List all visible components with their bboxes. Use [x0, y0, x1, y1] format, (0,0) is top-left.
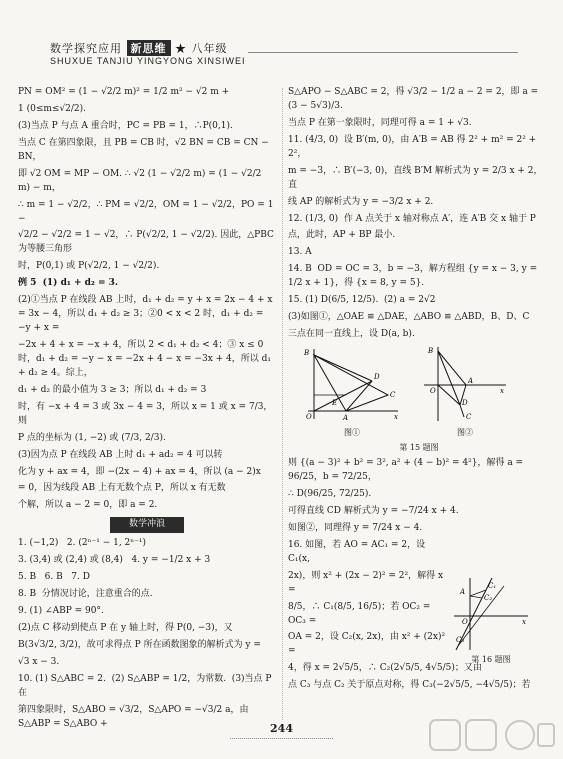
text-line: ∴ D(96/25, 72/25). — [288, 489, 372, 500]
text-line: 11. (4/3, 0) 设 B′(m, 0)，由 A′B = AB 得 2² + m² = 2² + 2²， — [288, 134, 540, 159]
answer-line: 5. B 6. B 7. D — [18, 572, 90, 583]
text-line: = 0，因为线段 AB 上有无数个点 P，所以 x 有无数 — [18, 483, 226, 494]
text-line: d₁ + d₂ 的最小值为 3 ≥ 3；所以 d₁ + d₂ = 3 — [18, 384, 207, 395]
answer-line: 1. (−1,2) 2. (2ⁿ⁻¹ − 1, 2ⁿ⁻¹) — [18, 538, 147, 549]
text-line: P 点的坐标为 (1, −2) 或 (7/3, 2/3). — [18, 432, 166, 443]
text-line: 例 5 (1) d₁ + d₂ = 3. — [18, 278, 119, 289]
svg-text:B: B — [304, 349, 310, 357]
text-line: (3)如图①，△OAE ≌ △DAE，△ABO ≌ △ABD，B、D、C — [288, 312, 530, 323]
svg-text:B: B — [428, 347, 434, 355]
text-line: 4，得 x = 2√5/5，∴ C₂(2√5/5, 4√5/5)；又由 — [288, 663, 482, 674]
header-brand: 新思维 — [127, 40, 171, 56]
answer-line: 9. (1) ∠ABP = 90°. — [18, 606, 104, 616]
answer-line: 10. (1) S△ABC = 2. (2) S△ABP = 1/2，为常数. (3)当点 P 在 — [18, 673, 275, 698]
svg-text:D: D — [462, 399, 468, 407]
svg-text:x: x — [500, 387, 504, 395]
figure-label: 图② — [457, 428, 473, 438]
figure-caption: 第 15 题图 — [399, 442, 439, 452]
header-title — [50, 40, 228, 56]
text-line: −2x + 4 + x = −x + 4，所以 2 < d₁ + d₂ < 4；③ x ≤ 0 时，d₁ + d₂ = −y − x = −2x + 4 − x = −3x + 4，所以 d₁ + d₂ ≥ 4。综上， — [18, 340, 274, 378]
geometry-diagram-2 — [420, 345, 510, 423]
text-line: OA = 2，设 C₂(x, 2x)，由 x² + (2x)² = — [288, 632, 448, 657]
svg-text:O: O — [462, 618, 468, 626]
text-line: √2/2 − √2/2 = 1 − √2，∴ P(√2/2, 1 − √2/2). 因此，△PBC 为等腰三角形 — [18, 230, 277, 255]
text-line: 13. A — [288, 247, 312, 258]
text-line: 如图②，同理得 y = 7/24 x − 4. — [288, 522, 423, 533]
svg-text:C₂: C₂ — [484, 594, 493, 602]
svg-text:C₃: C₃ — [456, 636, 465, 644]
answer-line: √3 x − 3. — [18, 656, 60, 667]
text-line: 14. B OD = OC = 3，b = −3，解方程组 {y = x − 3, y = 1/2 x + 1}，得 {x = 8, y = 5}. — [288, 264, 540, 289]
text-line: 三点在同一直线上，设 D(a, b). — [288, 329, 415, 340]
answer-line: 第四象限时，S△ABO = √3/2，S△APO = −√3/2 a，由 S△ABP = S△ABO + — [18, 704, 252, 729]
text-line: 时，有 −x + 4 = 3 或 3x − 4 = 3，所以 x = 1 或 x = 7/3，则 — [18, 401, 273, 426]
header-grade: 八年级 — [191, 42, 228, 55]
text-line: 化为 y + ax = 4，即 −(2x − 4) + ax = 4，所以 (a − 2)x — [18, 466, 261, 477]
text-line: 2x)，则 x² + (2x − 2)² = 2²，解得 x = — [288, 570, 446, 595]
svg-text:E: E — [332, 399, 338, 407]
answer-line: (2)点 C 移动到使点 P 在 y 轴上时，得 P(0, −3)，又 — [18, 622, 233, 633]
geometry-diagram-1 — [302, 345, 402, 423]
answer-line: 8. B 分情况讨论，注意重合的点. — [18, 589, 153, 600]
text-line: 可得直线 CD 解析式为 y = −7/24 x + 4. — [288, 505, 459, 516]
page-header — [0, 0, 563, 70]
svg-text:A: A — [460, 588, 466, 596]
figure-label: 图① — [344, 428, 360, 438]
figure-16 — [452, 576, 530, 665]
figure-15-1 — [302, 345, 402, 440]
text-line: PN = OM² = (1 − √2/2 m)² = 1/2 m² − √2 m + — [18, 87, 230, 97]
svg-text:O: O — [306, 413, 312, 421]
text-line: 12. (1/3, 0) 作 A 点关于 x 轴对称点 A′，连 A′B 交 x 轴于 P — [288, 213, 536, 224]
answer-line: 3. (3,4) 或 (2,4) 或 (8,4) 4. y = −1/2 x + 3 — [18, 555, 211, 566]
svg-text:A: A — [343, 414, 349, 422]
column-divider — [282, 88, 283, 720]
section-heading: 数学冲浪 — [110, 517, 184, 533]
star-icon: ★ — [175, 42, 187, 55]
text-line: 当点 P 在第一象限时，同理可得 a = 1 + √3. — [288, 117, 472, 128]
text-line: 个解，所以 a − 2 = 0，即 a = 2. — [18, 500, 158, 511]
text-line: ∴ m = 1 − √2/2，∴ PM = √2/2，OM = 1 − √2/2，PO = 1 − — [18, 199, 277, 224]
svg-text:D: D — [374, 373, 380, 381]
header-title-cn: 数学探究应用 — [50, 42, 122, 55]
figure-caption: 第 16 题图 — [471, 655, 511, 664]
header-title-en: SHUXUE TANJIU YINGYONG XINSIWEI — [50, 56, 246, 66]
text-line: m = −3，∴ B′(−3, 0)，直线 B′M 解析式为 y = 2/3 x + 2，直 — [288, 165, 543, 190]
figure-15-group — [302, 345, 550, 440]
svg-text:A: A — [468, 377, 474, 385]
text-line: 点，此时，AP + BP 最小. — [288, 230, 396, 241]
text-line: 当点 C 在第四象限，且 PB = CB 时，√2 BN = CB = CN − BN， — [18, 137, 272, 162]
text-line: S△APO − S△ABC = 2，得 √3/2 − 1/2 a − 2 = 2，即 a = (3 − 5√3)/3. — [288, 87, 542, 111]
text-line: 8/5，∴ C₁(8/5, 16/5)；若 OC₂ = OC₃ = — [288, 601, 434, 626]
left-column — [18, 86, 276, 735]
text-line: (2)①当点 P 在线段 AB 上时，d₁ + d₂ = y + x = 2x − 4 + x = 3x − 4，所以 d₁ + d₂ ≥ 3；②0 < x < 2 时，d₁ + d₂ = −y + x = — [18, 295, 276, 334]
page-number-rule — [230, 738, 333, 739]
geometry-diagram-16 — [452, 576, 530, 652]
svg-text:C: C — [466, 413, 472, 421]
text-line: 即 √2 OM = MP − OM. ∴ √2 (1 − √2/2 m) = (1 − √2/2 m) − m， — [18, 168, 265, 193]
svg-text:C: C — [390, 391, 396, 399]
svg-text:C₁: C₁ — [488, 582, 497, 590]
watermark-logo — [428, 718, 558, 756]
header-rule — [248, 52, 518, 53]
text-line: (3)当点 P 与点 A 重合时，PC = PB = 1，∴P(0,1). — [18, 120, 233, 131]
text-line: 时，P(0,1) 或 P(√2/2, 1 − √2/2). — [18, 261, 160, 272]
answer-line: B(3√3/2, 3/2)，故可求得点 P 所在函数图象的解析式为 y = — [18, 639, 261, 650]
text-line: 15. (1) D(6/5, 12/5). (2) a = 2√2 — [288, 295, 436, 306]
text-line: 则 {(a − 3)² + b² = 3², a² + (4 − b)² = 4²}，解得 a = 96/25，b = 72/25， — [288, 458, 526, 483]
text-line: 线 AP 的解析式为 y = −3/2 x + 2. — [288, 196, 434, 207]
text-line: 点 C₃ 与点 C₂ 关于原点对称，得 C₃(−2√5/5, −4√5/5)；若 — [288, 680, 531, 691]
figure-15-2 — [420, 345, 510, 440]
svg-text:x: x — [522, 618, 526, 626]
text-line: (3)因为点 P 在线段 AB 上时 d₁ + ad₂ = 4 可以转 — [18, 449, 223, 460]
text-line: 1 (0≤m≤√2/2). — [18, 103, 87, 114]
page-number: 244 — [270, 722, 293, 735]
svg-text:x: x — [394, 413, 398, 421]
text-line: 16. 如图，若 AO = AC₁ = 2，设 C₁(x, — [288, 539, 429, 564]
svg-text:O: O — [430, 387, 436, 395]
